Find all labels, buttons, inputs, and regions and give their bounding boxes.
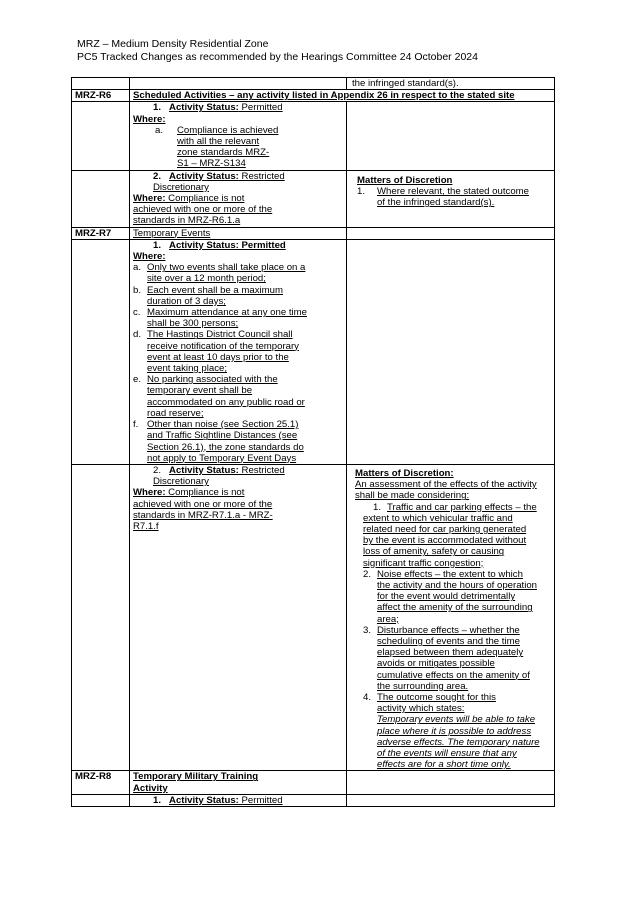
header-line-1: MRZ – Medium Density Residential Zone	[77, 38, 269, 50]
r6-matters-of-discretion: Matters of Discretion 1. Where relevant, the stated outcome of the infringed standard(s).	[347, 170, 555, 227]
table-row	[72, 90, 555, 102]
list-item: b. Each event shall be a maximum duration of 3 days;	[133, 284, 283, 307]
table-row	[72, 794, 555, 806]
table-row	[72, 170, 555, 227]
table-row	[72, 102, 555, 170]
list-item: 1. Where relevant, the stated outcome of the infringed standard(s).	[357, 185, 529, 209]
list-item: 1. Traffic and car parking effects – the extent to which vehicular traffic and related need for car parking generated by the event is accommodated without loss of amenity, safety or causing significant traffic congestion;	[363, 501, 537, 569]
list-item: d. The Hastings District Council shall receive notification of the temporary event at least 10 days prior to the event taking place;	[133, 329, 299, 375]
activity-status-heading: 1. Activity Status: Permitted	[153, 239, 286, 251]
rule-code-r7: MRZ-R7	[72, 227, 130, 239]
rule-title-r7: Temporary Events	[130, 227, 347, 239]
r7-matters-of-discretion: Matters of Discretion: An assessment of the effects of the activity shall be made considering: 1. Traffic and car parking effects – the extent to which vehicular traffic and related need for car parking generated by the event is accommodated without loss of amenity, safety or causing significant traffic congestion; 2. Noise effects – the extent to which the activity and the hours of operation for the event would detrimentally affect the amenity of the surrounding area; 3. Disturbance effects – whether the scheduling of events and the time elapsed between them adequately avoids or mitigates possible cumulative effects on the amenity of the surrounding area. 4. The outcome sought for this activity which states: Temporary events will be able to take place where it is possible to address adverse effects. The temporary nature of the events will ensure that any effects are for a short time only.	[347, 464, 555, 770]
r7-status-2-cell: 2. Activity Status: Restricted Discretionary Where: Compliance is not achieved with one or more of the standards in MRZ-R7.1.a - MRZ- R7.1.f	[130, 464, 347, 770]
r8-status-1-cell	[130, 794, 347, 806]
header-line-2: PC5 Tracked Changes as recommended by the Hearings Committee 24 October 2024	[77, 51, 478, 63]
where-label: Where:	[133, 251, 166, 263]
activity-status-heading: 2. Activity Status: Restricted	[153, 170, 285, 182]
table-row	[72, 464, 555, 770]
rule-code-r6: MRZ-R6	[72, 90, 130, 102]
rule-title-r6: Scheduled Activities – any activity listed in Appendix 26 in respect to the stated site	[130, 90, 555, 102]
r6-status-2-cell: 2. Activity Status: Restricted Discretionary Where: Compliance is not achieved with one or more of the standards in MRZ-R6.1.a	[130, 170, 347, 227]
rules-table	[71, 77, 555, 807]
page-header	[77, 38, 478, 64]
list-item: a. Compliance is achieved with all the relevant zone standards MRZ- S1 – MRZ-S134	[155, 124, 279, 170]
list-item: 4. The outcome sought for this activity which states: Temporary events will be able to take place where it is possible to address adverse effects. The temporary nature of the events will ensure that any effects are for a short time only.	[363, 691, 540, 771]
list-item: a. Only two events shall take place on a site over a 12 month period;	[133, 262, 306, 285]
list-item: c. Maximum attendance at any one time shall be 300 persons;	[133, 307, 307, 330]
activity-status-heading: 2. Activity Status: Restricted	[153, 464, 285, 476]
activity-status-heading: 1. Activity Status: Permitted	[153, 102, 283, 114]
activity-status-heading: 1. Activity Status: Permitted	[153, 794, 283, 806]
table-row	[72, 771, 555, 794]
list-item: e. No parking associated with the temporary event shall be accommodated on any public road or road reserve;	[133, 374, 305, 419]
list-item: 3. Disturbance effects – whether the scheduling of events and the time elapsed between them adequately avoids or mitigates possible cumulative effects on the amenity of the surrounding area.	[363, 624, 530, 692]
table-row	[72, 78, 555, 90]
rule-code-r8: MRZ-R8	[72, 771, 130, 794]
r6-status-1-cell	[130, 102, 347, 170]
table-row	[72, 239, 555, 464]
rule-title-r8: Temporary Military Training Activity	[130, 771, 347, 794]
list-item: f. Other than noise (see Section 25.1) and Traffic Sightline Distances (see Section 26.1), the zone standards do not apply to Temporary Event Days	[133, 419, 304, 464]
carryover-text: the infringed standard(s).	[347, 78, 555, 90]
r7-status-1-cell	[130, 239, 347, 464]
list-item: 2. Noise effects – the extent to which the activity and the hours of operation for the event would detrimentally affect the amenity of the surrounding area;	[363, 568, 537, 625]
table-row	[72, 227, 555, 239]
where-label: Where:	[133, 113, 166, 125]
